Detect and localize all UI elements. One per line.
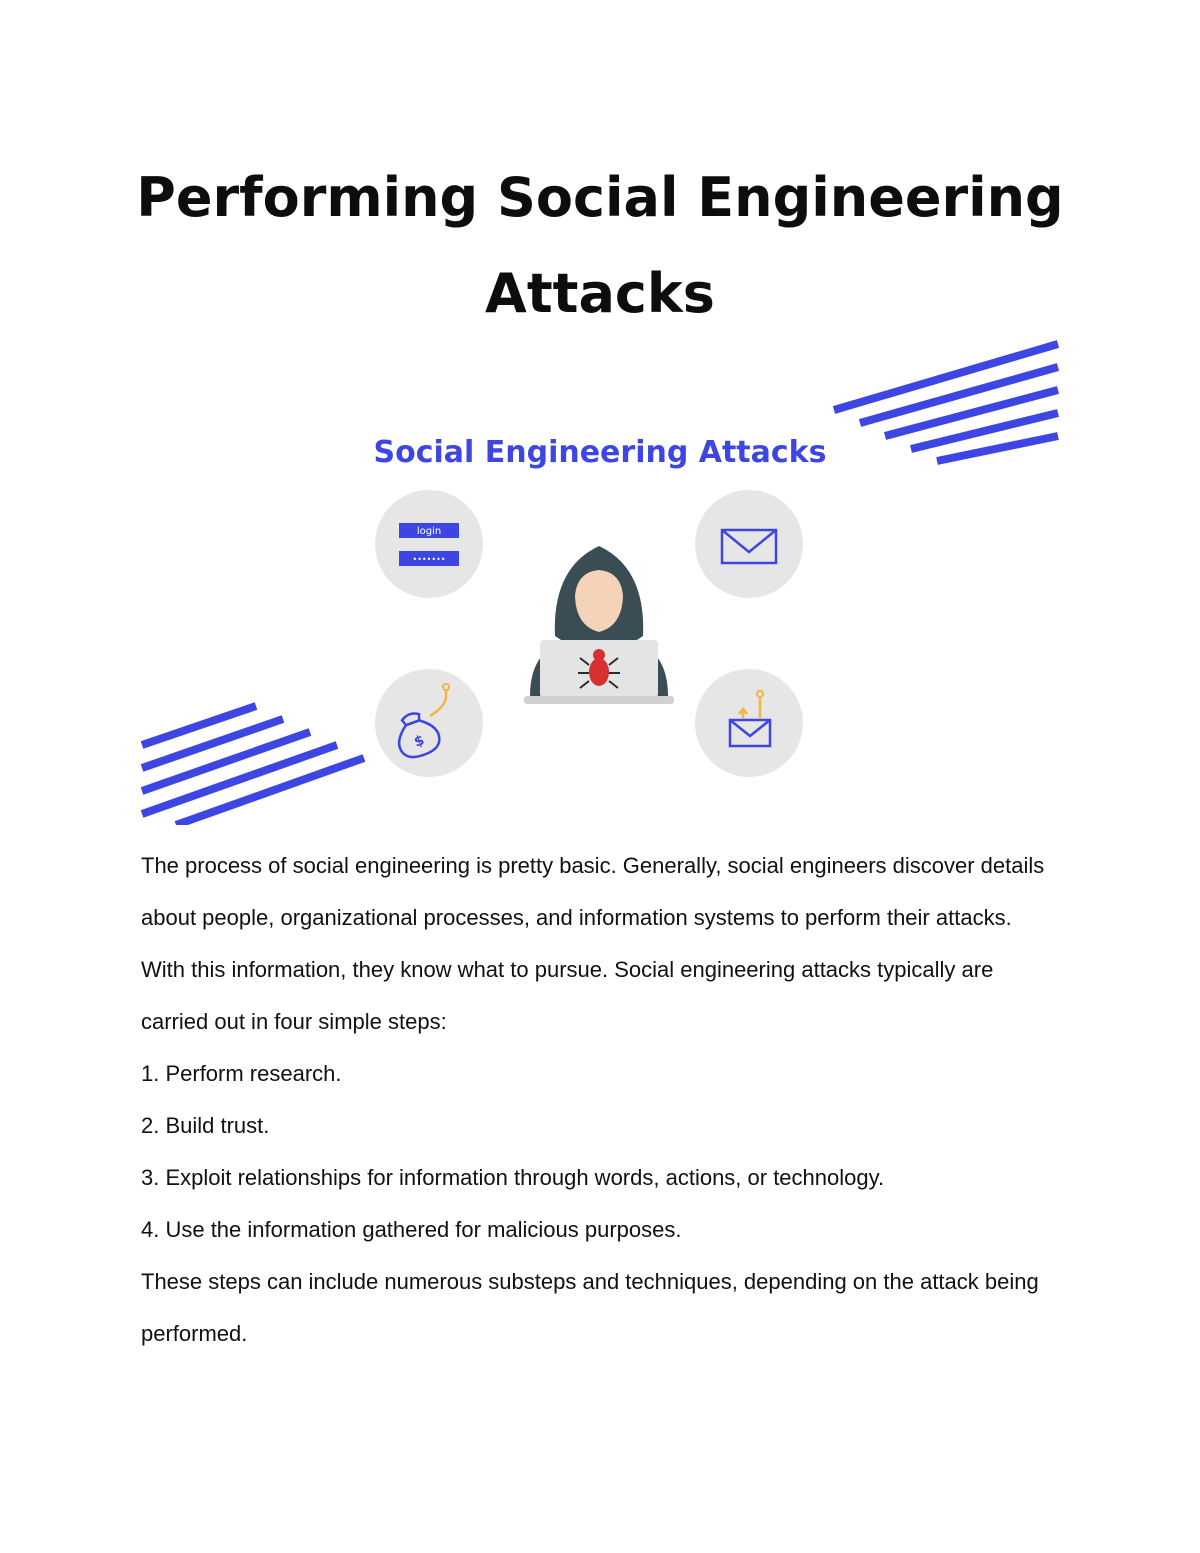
currency-symbol: $ (412, 732, 427, 751)
envelope-icon (695, 490, 803, 598)
closing-paragraph: These steps can include numerous substeps and techniques, depending on the attack being performed. (141, 1269, 1039, 1346)
money-bag-phishing-icon (375, 669, 483, 777)
step-item: 2. Build trust. (141, 1113, 270, 1138)
login-form-icon (375, 490, 483, 598)
page-title: Performing Social Engineering Attacks (136, 166, 1064, 325)
step-item: 4. Use the information gathered for malicious purposes. (141, 1217, 682, 1242)
social-engineering-illustration (140, 340, 1060, 825)
decorative-stripes-top (834, 344, 1058, 461)
password-mask: ••••••• (412, 555, 446, 564)
document-body (141, 840, 1061, 1360)
intro-paragraph: The process of social engineering is pretty basic. Generally, social engineers discover details about people, organizational processes, and information systems to perform their attacks. With this information, they know what to pursue. Social engineering attacks typically are carried out in four simple steps: (141, 853, 1045, 1034)
steps-list (141, 1048, 1061, 1256)
decorative-stripes-bottom (142, 706, 364, 825)
step-item: 3. Exploit relationships for information through words, actions, or technology. (141, 1165, 885, 1190)
login-label: login (416, 526, 442, 537)
illustration-heading: Social Engineering Attacks (373, 435, 827, 470)
step-item: 1. Perform research. (141, 1061, 342, 1086)
envelope-phishing-icon (695, 669, 803, 777)
